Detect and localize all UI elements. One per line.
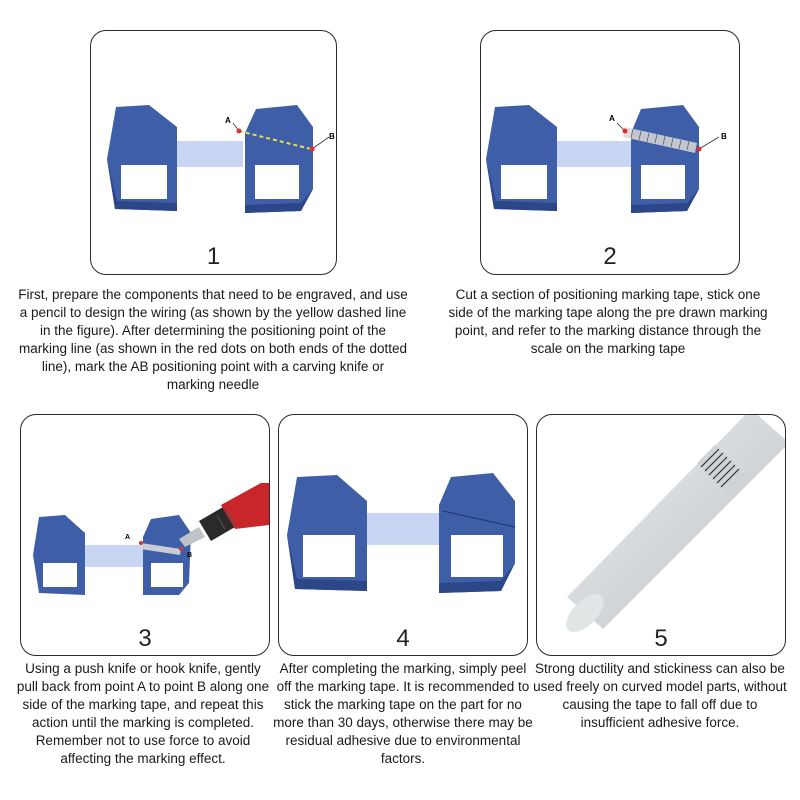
point-a-dot	[237, 129, 242, 134]
point-a-label: A	[609, 114, 615, 123]
step-4-illustration	[279, 415, 527, 655]
point-b-label: B	[721, 132, 727, 141]
step-1-caption: First, prepare the components that need to be engraved, and use a pencil to design the wiring (as shown by the yellow dashed line in the figure). After determining the positioning point of the marking line (as shown in the red dots on both ends of the dotted line), mark the AB positioning point with a carving knife or marking needle	[18, 287, 408, 392]
point-a-dot	[139, 541, 143, 545]
right-frame-part	[439, 473, 515, 593]
step-4-caption: After completing the marking, simply peel off the marking tape. It is recommended to stick the marking tape on the part for no more than 30 days, otherwise there may be residual adhesive due to environmental factors.	[273, 661, 533, 766]
step-number: 2	[603, 243, 617, 270]
step-3-caption: Using a push knife or hook knife, gently pull back from point A to point B along one side of the marking tape, and repeat this action until the marking is completed. Remember not to use force to avoid affecting the marking effect.	[16, 661, 270, 766]
hook-knife-tool	[179, 483, 269, 547]
right-frame-part	[143, 515, 191, 595]
step-3-illustration	[21, 415, 269, 655]
point-a-dot	[623, 129, 628, 134]
step-2-illustration	[481, 31, 739, 274]
left-frame-part	[486, 105, 557, 211]
step-5-caption: Strong ductility and stickiness can also be used freely on curved model parts, without causing the tape to fall off due to insufficient adhesive force.	[533, 661, 787, 730]
connector-bridge	[85, 545, 145, 567]
point-b-label: B	[329, 132, 335, 141]
left-frame-part	[107, 105, 177, 211]
step-number: 5	[654, 625, 668, 652]
point-b-dot	[310, 147, 315, 152]
step-1-panel	[90, 30, 337, 275]
step-4-panel	[278, 414, 528, 656]
connector-bridge	[171, 141, 243, 167]
connector-bridge	[361, 513, 439, 545]
right-frame-part	[245, 105, 313, 213]
point-b-dot	[179, 547, 183, 551]
step-number: 4	[396, 625, 410, 652]
right-frame-part	[631, 105, 699, 213]
point-a-label: A	[225, 116, 231, 125]
step-2-panel	[480, 30, 740, 275]
point-b-dot	[697, 147, 702, 152]
step-number: 1	[206, 243, 221, 270]
step-3-panel	[20, 414, 270, 656]
left-frame-part	[33, 515, 85, 595]
connector-bridge	[557, 141, 633, 167]
point-b-label: B	[187, 552, 193, 559]
curved-tube	[560, 415, 785, 639]
step-5-panel	[536, 414, 786, 656]
step-2-caption: Cut a section of positioning marking tape, stick one side of the marking tape along the pre drawn marking point, and refer to the marking distance through the scale on the marking tape	[448, 287, 768, 356]
step-number: 3	[138, 625, 152, 652]
point-a-label: A	[125, 534, 131, 541]
step-1-illustration	[91, 31, 336, 274]
step-5-illustration	[537, 415, 785, 655]
left-frame-part	[287, 475, 367, 591]
